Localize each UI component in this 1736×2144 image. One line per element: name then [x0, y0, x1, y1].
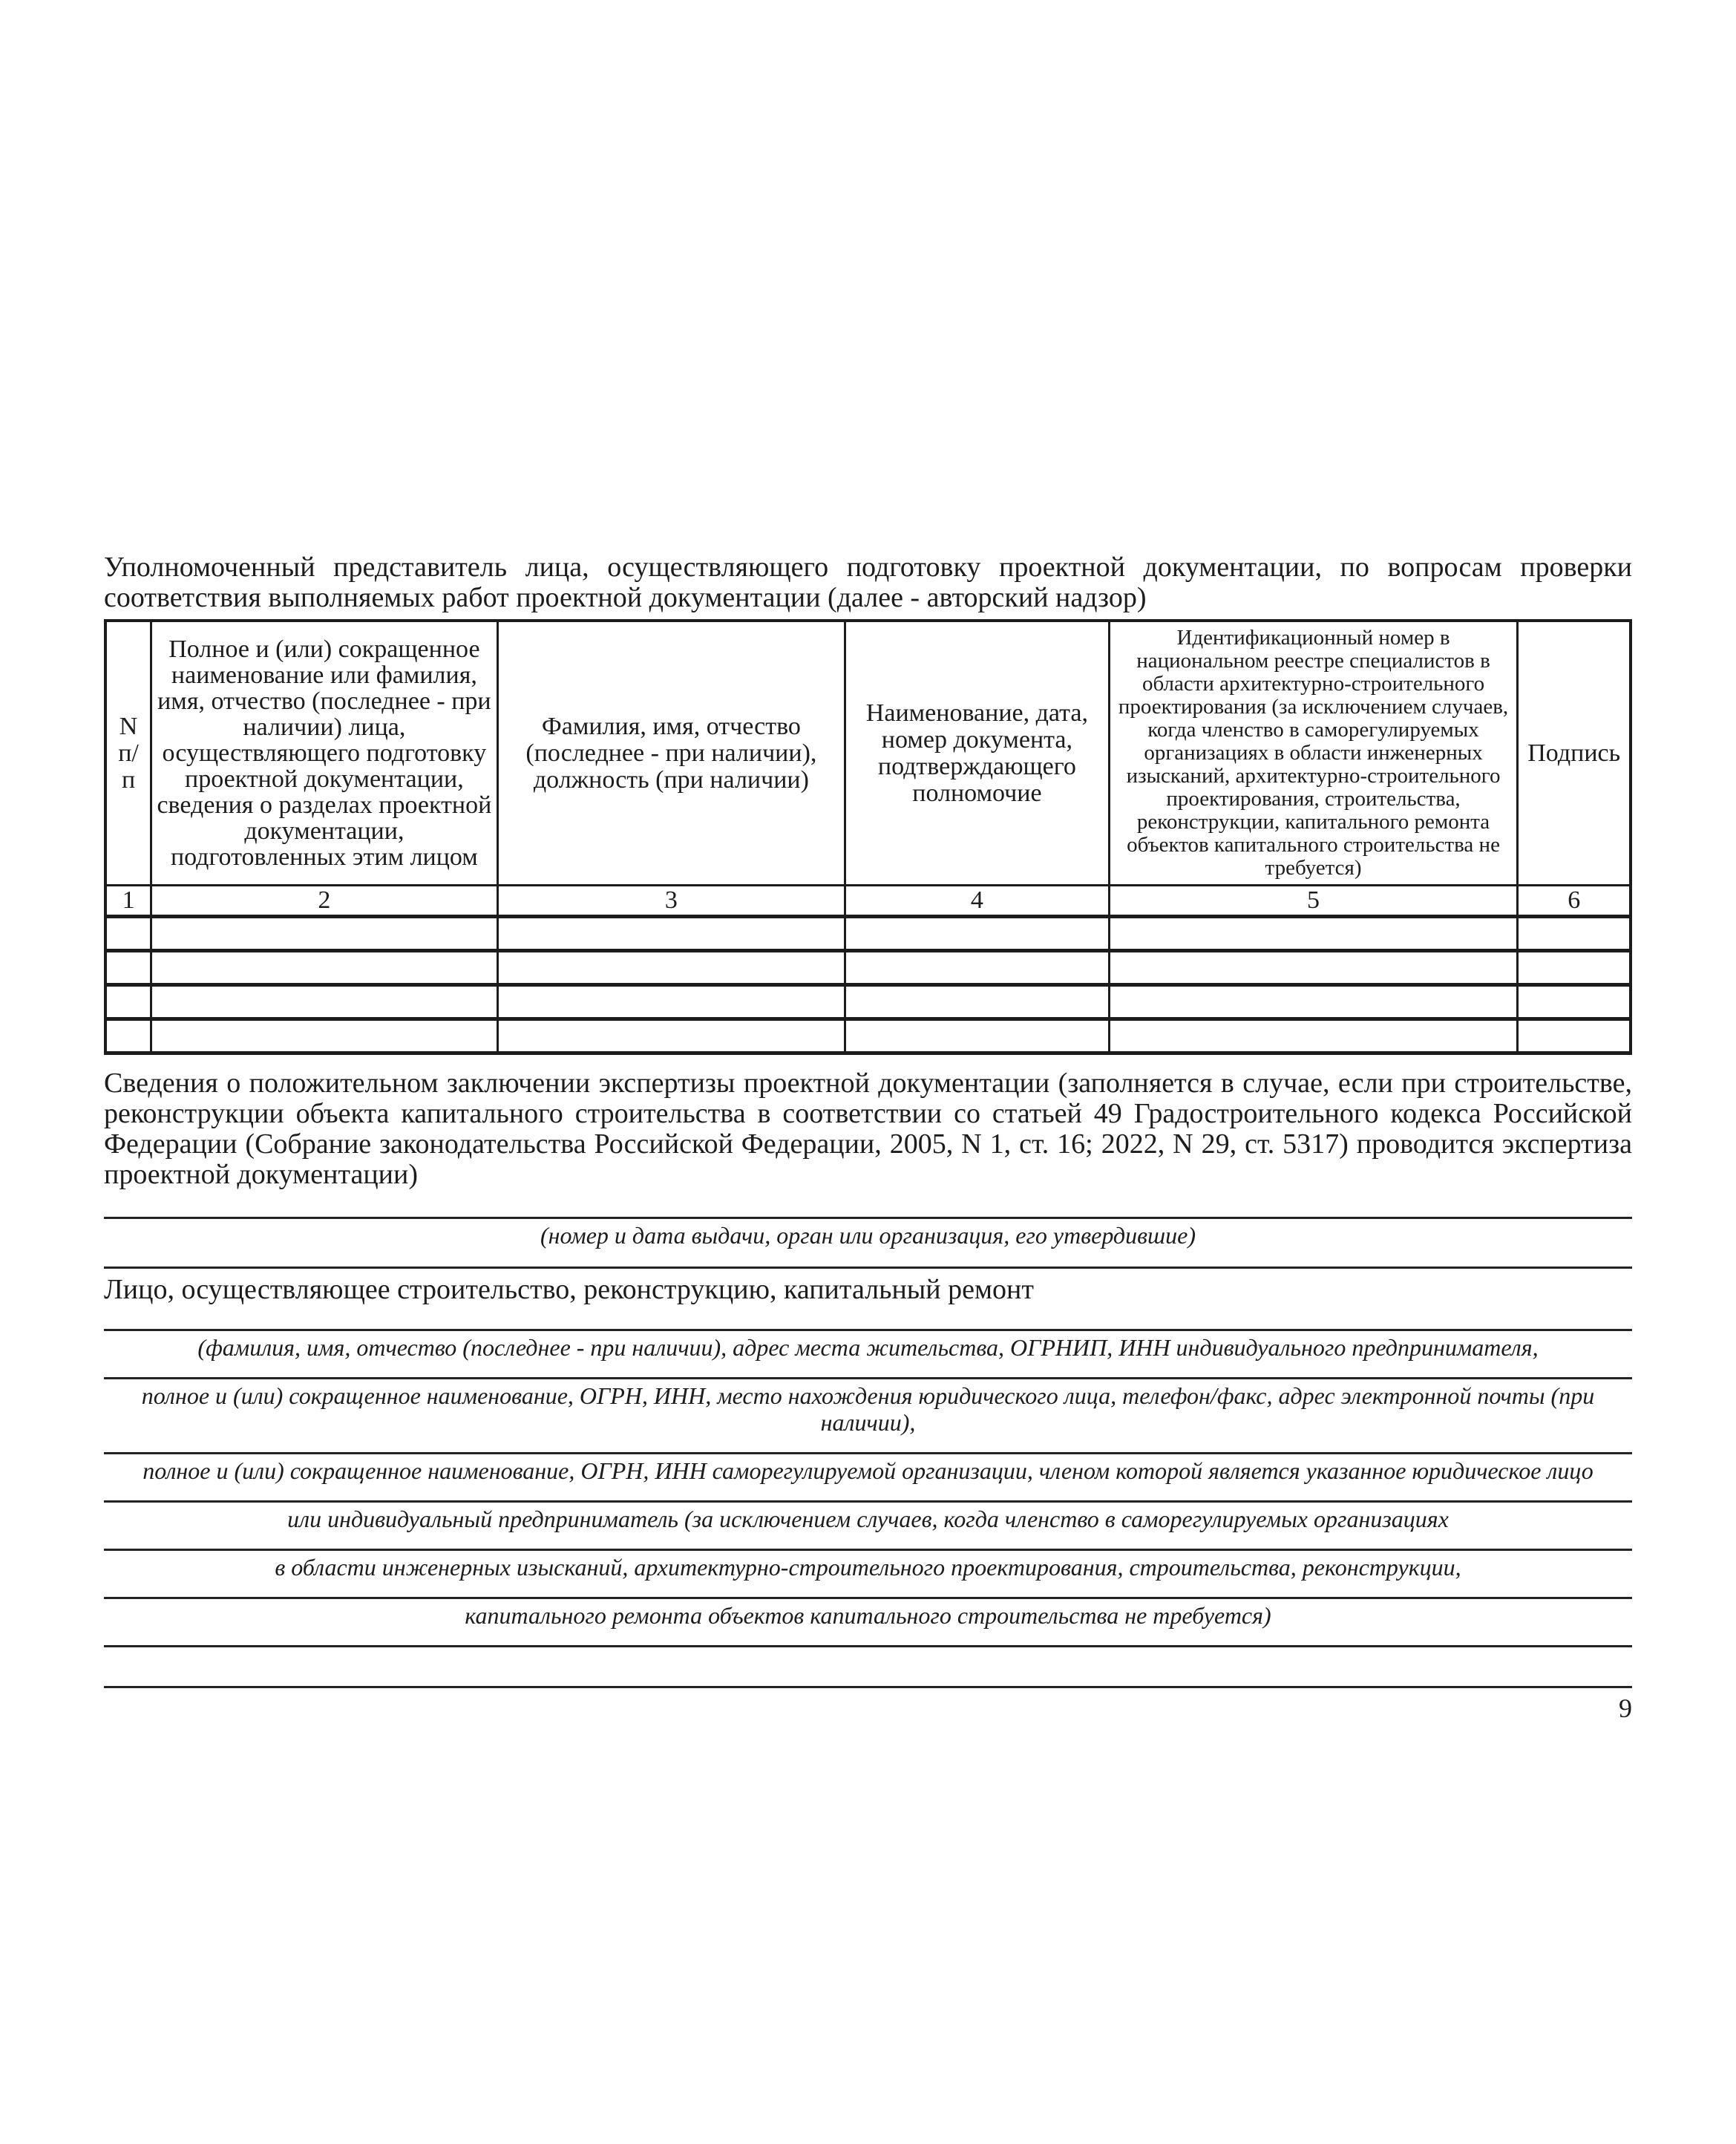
- fill-in-blank-line: [104, 1645, 1632, 1647]
- empty-cell: [105, 951, 151, 985]
- fill-in-blank-line: [104, 1549, 1632, 1551]
- empty-cell: [105, 985, 151, 1019]
- builder-blank-caption: (фамилия, имя, отчество (последнее - при наличии), адрес места жительства, ОГРНИП, ИНН индивидуального предпринимателя,: [197, 1334, 1539, 1361]
- empty-cell: [1518, 951, 1631, 985]
- empty-cell: [151, 917, 497, 951]
- empty-cell: [1518, 985, 1631, 1019]
- empty-cell: [1518, 1019, 1631, 1053]
- builder-blank-caption: или индивидуальный предприниматель (за исключением случаев, когда членство в саморегулируемых организациях: [287, 1506, 1449, 1532]
- column-number-cell: 6: [1518, 886, 1631, 917]
- fill-in-blank-line: [104, 1597, 1632, 1599]
- empty-cell: [151, 951, 497, 985]
- document-page: [104, 0, 1632, 1724]
- table-header-cell-signature: Подпись: [1518, 621, 1631, 886]
- column-number-cell: 1: [105, 886, 151, 917]
- table-header-row: [105, 621, 1631, 886]
- empty-cell: [845, 951, 1110, 985]
- empty-cell: [497, 951, 845, 985]
- empty-cell: [497, 985, 845, 1019]
- empty-cell: [1518, 917, 1631, 951]
- table-header-cell-registry-id: Идентификационный номер в национальном реестре специалистов в области архитектурно-строительного проектирования (за исключением случаев, когда членство в саморегулируемых организациях в области инженерных изысканий, архитектурно-строительного проектирования, строительства, реконструкции, капитального ремонта объектов капитального строительства не требуется): [1109, 621, 1518, 886]
- empty-cell: [845, 917, 1110, 951]
- fill-in-blank-line: [104, 1217, 1632, 1219]
- empty-cell: [151, 1019, 497, 1053]
- empty-cell: [845, 985, 1110, 1019]
- builder-heading: Лицо, осуществляющее строительство, реконструкцию, капитальный ремонт: [104, 1274, 1034, 1305]
- table-header-cell-fio: Фамилия, имя, отчество (последнее - при наличии), должность (при наличии): [497, 621, 845, 886]
- column-number-row: [105, 886, 1631, 917]
- column-number-cell: 5: [1109, 886, 1518, 917]
- expertise-conclusion-paragraph: Сведения о положительном заключении экспертизы проектной документации (заполняется в случае, если при строительстве, реконструкции объекта капитального строительства в соответствии со статьей 49 Градостроительного кодекса Российской Федерации (Собрание законодательства Российской Федерации, 2005, N 1, ст. 16; 2022, N 29, ст. 5317) проводится экспертиза проектной документации): [104, 1068, 1632, 1190]
- column-number-cell: 3: [497, 886, 845, 917]
- builder-blank-caption: капитального ремонта объектов капитального строительства не требуется): [465, 1602, 1271, 1629]
- page-number: 9: [1619, 1693, 1632, 1723]
- empty-cell: [1109, 951, 1518, 985]
- table-empty-rows: [105, 917, 1631, 1053]
- empty-cell: [151, 985, 497, 1019]
- empty-cell: [105, 1019, 151, 1053]
- table-row: [105, 917, 1631, 951]
- table-row: [105, 985, 1631, 1019]
- project-documentation-representatives-table: [104, 619, 1632, 1055]
- builder-blank-caption: полное и (или) сокращенное наименование, ОГРН, ИНН саморегулируемой организации, членом которой является указанное юридическое лицо: [143, 1457, 1593, 1484]
- empty-cell: [845, 1019, 1110, 1053]
- builder-blank-caption: полное и (или) сокращенное наименование, ОГРН, ИНН, место нахождения юридического лица, телефон/факс, адрес электронной почты (при наличии),: [141, 1382, 1595, 1436]
- empty-cell: [1109, 917, 1518, 951]
- table-header-cell-document: Наименование, дата, номер документа, подтверждающего полномочие: [845, 621, 1110, 886]
- empty-cell: [497, 917, 845, 951]
- table-row: [105, 951, 1631, 985]
- empty-cell: [497, 1019, 845, 1053]
- table-header-cell-name: Полное и (или) сокращенное наименование или фамилия, имя, отчество (последнее - при наличии) лица, осуществляющего подготовку проектной документации, сведения о разделах проектной документации, подготовленных этим лицом: [151, 621, 497, 886]
- expertise-blank-caption: (номер и дата выдачи, орган или организация, его утвердившие): [540, 1222, 1196, 1249]
- fill-in-blank-line: [104, 1267, 1632, 1269]
- table-header-cell-number: N п/п: [105, 621, 151, 886]
- column-number-cell: 2: [151, 886, 497, 917]
- fill-in-blank-line: [104, 1329, 1632, 1331]
- fill-in-blank-line: [104, 1686, 1632, 1688]
- table-row: [105, 1019, 1631, 1053]
- authors-supervision-paragraph: Уполномоченный представитель лица, осуществляющего подготовку проектной документации, по вопросам проверки соответствия выполняемых работ проектной документации (далее - авторский надзор): [104, 552, 1632, 613]
- fill-in-blank-line: [104, 1452, 1632, 1454]
- fill-in-blank-line: [104, 1500, 1632, 1503]
- fill-in-blank-line: [104, 1377, 1632, 1379]
- builder-blank-caption: в области инженерных изысканий, архитектурно-строительного проектирования, строительства, реконструкции,: [275, 1554, 1461, 1581]
- column-number-cell: 4: [845, 886, 1110, 917]
- empty-cell: [1109, 985, 1518, 1019]
- empty-cell: [1109, 1019, 1518, 1053]
- empty-cell: [105, 917, 151, 951]
